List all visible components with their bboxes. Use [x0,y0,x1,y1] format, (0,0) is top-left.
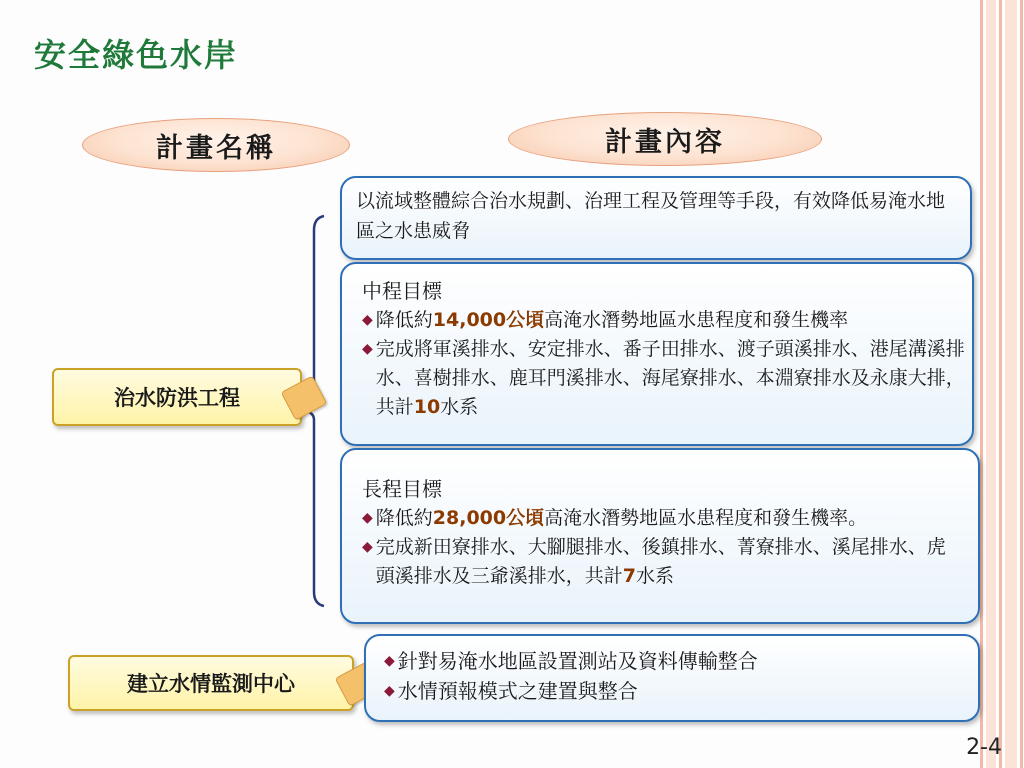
long-term-box [340,448,980,624]
monitoring-box [364,634,980,722]
highlight-count: 7 [622,565,637,587]
highlight-area: 28,000公頃 [432,507,545,529]
monitoring-item-1 [384,646,758,676]
bullet-text: 完成將軍溪排水、安定排水、番子田排水、渡子頭溪排水、港尾溝溪排水、喜樹排水、鹿耳門溪排水、海尾寮排水、本淵寮排水及永康大排，共計 [375,338,965,418]
diamond-bullet-icon: ◆ [384,653,395,669]
bullet-text: 完成新田寮排水、大腳腿排水、後鎮排水、菁寮排水、溪尾排水、虎頭溪排水及三爺溪排水，共計 [375,536,946,587]
diamond-bullet-icon: ◆ [362,341,373,357]
bullet-text: 水系 [636,565,675,587]
long-term-bullet-2 [362,533,962,591]
project-label-flood-control [52,368,302,426]
bullet-text: 降低約 [375,309,433,331]
mid-term-bullet-1 [362,306,970,335]
long-term-heading: 長程目標 [362,477,442,501]
highlight-count: 10 [413,396,441,418]
diamond-bullet-icon: ◆ [384,683,395,699]
decorative-stripes [980,0,1024,768]
diamond-bullet-icon: ◆ [362,312,373,328]
header-plan-name: 計畫名稱 [82,118,350,172]
bullet-text: 高淹水潛勢地區水患程度和發生機率 [544,309,849,331]
diamond-bullet-icon: ◆ [362,510,373,526]
page-number: 2-4 [966,735,1002,760]
intro-box [340,176,972,260]
highlight-area: 14,000公頃 [432,309,545,331]
slide-title: 安全綠色水岸 [34,36,239,74]
mid-term-box [340,262,974,446]
monitoring-item-2 [384,676,758,706]
diamond-bullet-icon: ◆ [362,539,373,555]
mid-term-bullet-2 [362,335,970,422]
project-label-monitoring-center [68,655,354,711]
project-name: 治水防洪工程 [114,386,240,410]
project-name: 建立水情監測中心 [127,672,295,696]
bullet-text: 針對易淹水地區設置測站及資料傳輸整合 [397,649,758,673]
bullet-text: 降低約 [375,507,433,529]
bullet-text: 水系 [440,396,479,418]
bullet-text: 高淹水潛勢地區水患程度和發生機率。 [544,507,868,529]
mid-term-heading: 中程目標 [362,279,442,303]
bullet-text: 水情預報模式之建置與整合 [397,679,638,703]
long-term-bullet-1 [362,504,962,533]
header-plan-content: 計畫內容 [508,112,822,166]
intro-text: 以流域整體綜合治水規劃、治理工程及管理等手段，有效降低易淹水地區之水患威脅 [356,190,946,242]
